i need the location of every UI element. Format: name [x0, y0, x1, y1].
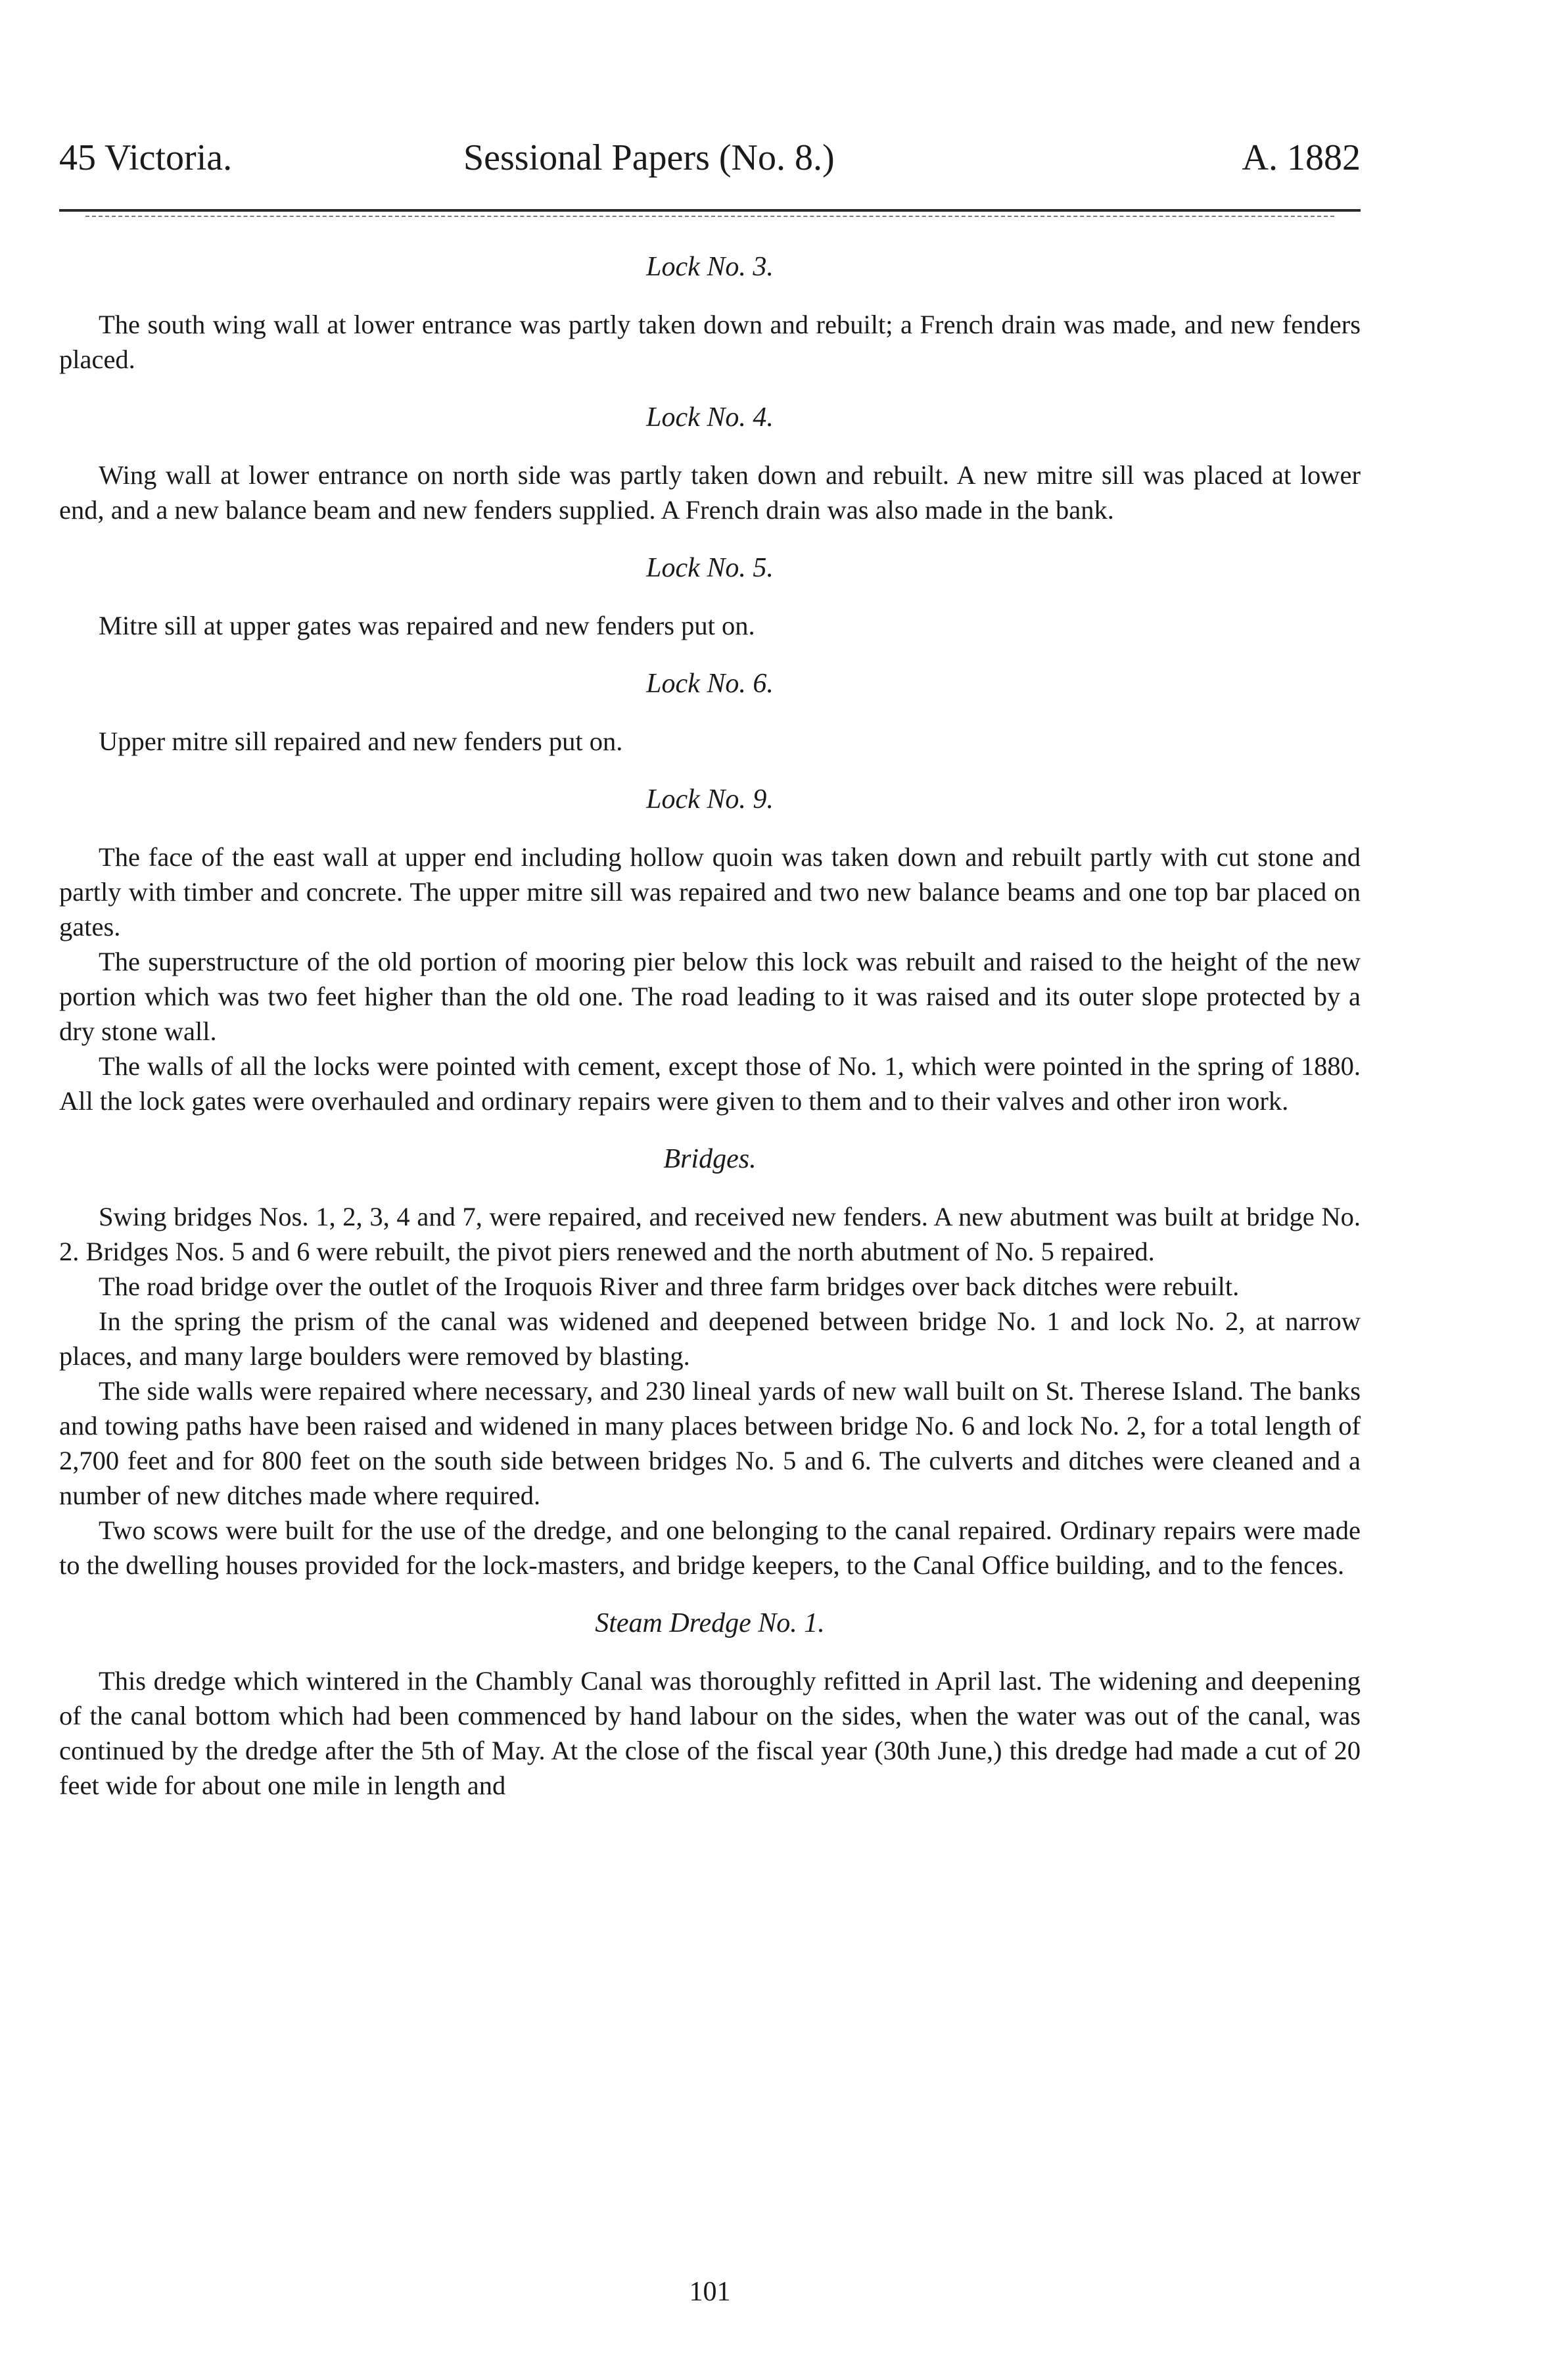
- paragraph: This dredge which wintered in the Chambly Canal was thoroughly refitted in April last. The widening and deepening of the canal bottom which had been commenced by hand labour on the sides, when the water was out of the canal, was continued by the dredge after the 5th of May. At the close of the fiscal year (30th June,) this dredge had made a cut of 20 feet wide for about one mile in length and: [59, 1666, 1361, 1800]
- section-lock-9: [59, 782, 1361, 1118]
- paragraph: The road bridge over the outlet of the Iroquois River and three farm bridges over back ditches were rebuilt.: [99, 1272, 1240, 1301]
- section-lock-3: [59, 250, 1361, 377]
- running-head-year: A. 1882: [1242, 137, 1361, 178]
- paragraph: Wing wall at lower entrance on north side was partly taken down and rebuilt. A new mitre sill was placed at lower end, and a new balance beam and new fenders supplied. A French drain was also made in the bank.: [59, 460, 1361, 525]
- section-heading: Lock No. 3.: [646, 252, 774, 282]
- paragraph: Two scows were built for the use of the dredge, and one belonging to the canal repaired. Ordinary repairs were made to the dwelling houses provided for the lock-masters, and bridge keepers, to the Canal Office building, and to the fences.: [59, 1515, 1361, 1580]
- paragraph: The south wing wall at lower entrance was partly taken down and rebuilt; a French drain was made, and new fenders placed.: [59, 310, 1361, 374]
- paragraph: The side walls were repaired where necessary, and 230 lineal yards of new wall built on St. Therese Island. The banks and towing paths have been raised and widened in many places between bridge No. 6 and lock No. 2, for a total length of 2,700 feet and for 800 feet on the south side between bridges No. 5 and 6. The culverts and ditches were cleaned and a number of new ditches made where required.: [59, 1376, 1361, 1510]
- section-heading: Lock No. 9.: [646, 784, 774, 815]
- body-text: [59, 250, 1361, 1803]
- running-head: [59, 135, 1361, 181]
- section-heading: Lock No. 5.: [646, 553, 774, 583]
- section-lock-6: [59, 667, 1361, 759]
- section-heading: Lock No. 6.: [646, 669, 774, 699]
- section-bridges: [59, 1142, 1361, 1583]
- section-steam-dredge-1: [59, 1606, 1361, 1803]
- running-head-volume: 45 Victoria.: [59, 137, 233, 178]
- section-lock-5: [59, 551, 1361, 643]
- section-heading: Steam Dredge No. 1.: [595, 1608, 825, 1638]
- running-head-title: Sessional Papers (No. 8.): [463, 137, 835, 178]
- paragraph: Upper mitre sill repaired and new fenders put on.: [99, 726, 623, 756]
- header-rule-dashed: [85, 216, 1334, 217]
- section-heading: Lock No. 4.: [646, 402, 774, 433]
- paragraph: The face of the east wall at upper end including hollow quoin was taken down and rebuilt partly with cut stone and partly with timber and concrete. The upper mitre sill was repaired and two new balance beams and one top bar placed on gates.: [59, 842, 1361, 941]
- paragraph: In the spring the prism of the canal was widened and deepened between bridge No. 1 and lock No. 2, at narrow places, and many large boulders were removed by blasting.: [59, 1306, 1361, 1371]
- page-number: 101: [689, 2277, 731, 2307]
- section-lock-4: [59, 400, 1361, 527]
- paragraph: The superstructure of the old portion of mooring pier below this lock was rebuilt and raised to the height of the new portion which was two feet higher than the old one. The road leading to it was raised and its outer slope protected by a dry stone wall.: [59, 947, 1361, 1046]
- paragraph: The walls of all the locks were pointed with cement, except those of No. 1, which were pointed in the spring of 1880. All the lock gates were overhauled and ordinary repairs were given to them and to their valves and other iron work.: [59, 1051, 1361, 1116]
- paragraph: Mitre sill at upper gates was repaired and new fenders put on.: [99, 611, 755, 640]
- header-rule: [59, 209, 1361, 212]
- document-page: [59, 0, 1361, 2380]
- section-heading: Bridges.: [663, 1144, 757, 1174]
- paragraph: Swing bridges Nos. 1, 2, 3, 4 and 7, were repaired, and received new fenders. A new abutment was built at bridge No. 2. Bridges Nos. 5 and 6 were rebuilt, the pivot piers renewed and the north abutment of No. 5 repaired.: [59, 1202, 1361, 1266]
